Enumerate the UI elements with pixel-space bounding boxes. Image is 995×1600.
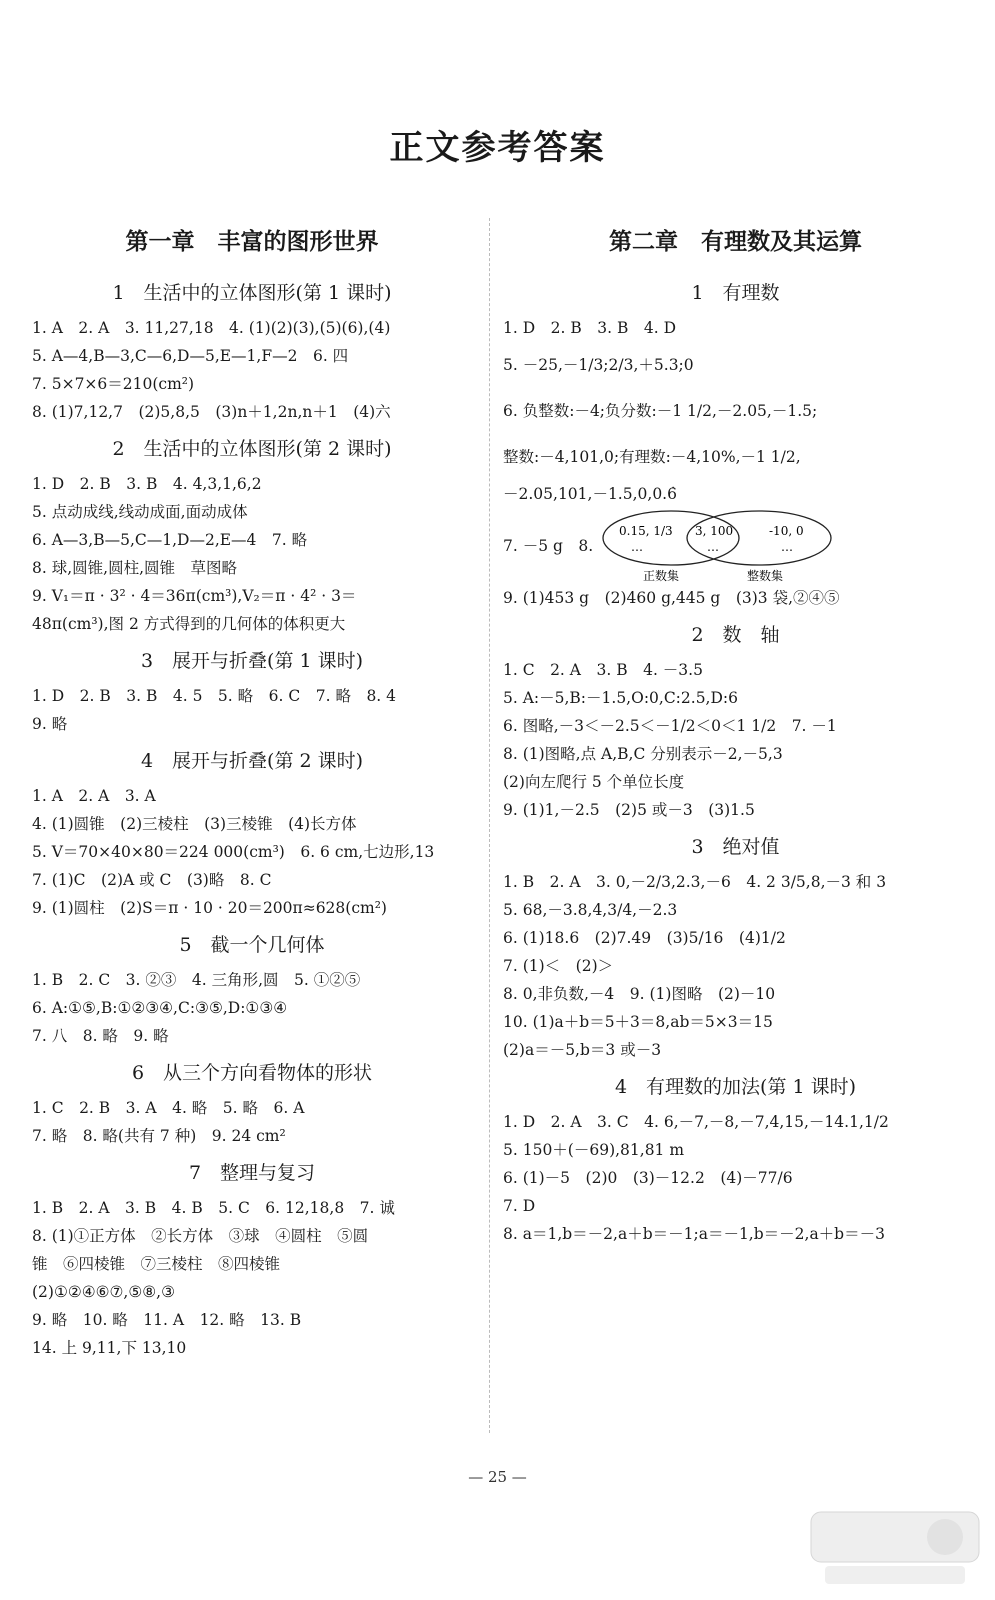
section-heading: 2 数 轴 [691, 624, 780, 646]
answer-line: (2)a＝－5,b＝3 或－3 [503, 1041, 662, 1059]
answer-line: 锥 ⑥四棱锥 ⑦三棱柱 ⑧四棱锥 [32, 1255, 281, 1273]
answer-line: 1. C 2. A 3. B 4. －3.5 [503, 661, 703, 679]
answer-line: (2)向左爬行 5 个单位长度 [503, 773, 685, 791]
section-heading: 3 展开与折叠(第 1 课时) [140, 650, 364, 672]
section-heading: 5 截一个几何体 [179, 934, 325, 956]
answer-line: 1. B 2. A 3. B 4. B 5. C 6. 12,18,8 7. 诚 [32, 1199, 395, 1217]
right-column [503, 222, 968, 1248]
answer-line: －2.05,101,－1.5,0,0.6̇ [503, 485, 677, 503]
positive-set-ellipse [603, 511, 739, 565]
venn-left-ellipsis: … [631, 540, 643, 554]
venn-answer-row [503, 508, 968, 584]
section-heading: 6 从三个方向看物体的形状 [131, 1062, 373, 1084]
answer-line: 1. D 2. B 3. B 4. D [503, 319, 676, 337]
venn-label-integer: 整数集 [747, 569, 784, 583]
answer-line: 8. 0,非负数,－4 9. (1)图略 (2)－10 [503, 985, 776, 1003]
answer-line: 7. 5×7×6＝210(cm²) [32, 375, 195, 393]
chapter-heading: 第二章 有理数及其运算 [609, 228, 862, 255]
watermark-logo-icon [805, 1506, 985, 1590]
answer-line: 7. (1)＜ (2)＞ [503, 957, 614, 975]
section-heading: 2 生活中的立体图形(第 2 课时) [112, 438, 392, 460]
venn-label-positive: 正数集 [643, 569, 680, 583]
answer-line: 5. 150＋(－69),81,81 m [503, 1141, 685, 1159]
answer-line: 8. a＝1,b＝－2,a＋b＝－1;a＝－1,b＝－2,a＋b＝－3 [503, 1225, 885, 1243]
answer-line: 6. A—3,B—5,C—1,D—2,E—4 7. 略 [32, 531, 308, 549]
answer-line: 10. (1)a＋b＝5＋3＝8,ab＝5×3＝15 [503, 1013, 773, 1031]
answer-line: 8. (1)7,12,7 (2)5,8,5 (3)n＋1,2n,n＋1 (4)六 [32, 403, 391, 421]
left-column [32, 222, 472, 1362]
answer-line: 1. B 2. A 3. 0,－2/3,2.3,－6 4. 2 3/5,8,－3 和 3 [503, 873, 887, 891]
section-heading: 1 有理数 [691, 282, 780, 304]
answer-line: 1. D 2. B 3. B 4. 5 5. 略 6. C 7. 略 8. 4 [32, 687, 397, 705]
answer-line: 48π(cm³),图 2 方式得到的几何体的体积更大 [32, 615, 346, 633]
page-number: — 25 — [468, 1468, 527, 1486]
answer-line: 6. 负整数:－4;负分数:－1 1/2,－2.05,－1.5; [503, 402, 818, 420]
venn-mid-ellipsis: … [707, 540, 719, 554]
answer-line: 8. (1)图略,点 A,B,C 分别表示－2,－5,3 [503, 745, 783, 763]
answer-line: 9. (1)453 g (2)460 g,445 g (3)3 袋,②④⑤ [503, 589, 840, 607]
answer-line: 5. 点动成线,线动成面,面动成体 [32, 503, 248, 521]
chapter-heading: 第一章 丰富的图形世界 [125, 228, 379, 255]
answer-line: 9. V₁＝π · 3² · 4＝36π(cm³),V₂＝π · 4² · 3＝ [32, 587, 357, 605]
section-heading: 1 生活中的立体图形(第 1 课时) [112, 282, 392, 304]
venn-left-text: 0.15, 1/3 [619, 524, 673, 538]
section-heading: 4 展开与折叠(第 2 课时) [140, 750, 364, 772]
column-divider [489, 218, 490, 1433]
answer-line: 5. A—4,B—3,C—6,D—5,E—1,F—2 6. 四 [32, 347, 349, 365]
answer-line: 5. A:－5,B:－1.5,O:0,C:2.5,D:6 [503, 689, 738, 707]
answer-line: 14. 上 9,11,下 13,10 [32, 1339, 187, 1357]
answer-line: 1. A 2. A 3. 11,27,18 4. (1)(2)(3),(5)(6),(4) [32, 319, 391, 337]
section-heading: 7 整理与复习 [188, 1162, 316, 1184]
answer-line: 5. 68,－3.8,4,3/4,－2.3 [503, 901, 678, 919]
answer-line: 1. B 2. C 3. ②③ 4. 三角形,圆 5. ①②⑤ [32, 971, 361, 989]
venn-right-text: -10, 0 [769, 524, 804, 538]
answer-line: 4. (1)圆锥 (2)三棱柱 (3)三棱锥 (4)长方体 [32, 815, 357, 833]
answer-line: 7. 略 8. 略(共有 7 种) 9. 24 cm² [32, 1127, 286, 1145]
answer-line: 7. D [503, 1197, 536, 1215]
answer-line: 7. 八 8. 略 9. 略 [32, 1027, 169, 1045]
answer-line: 9. 略 10. 略 11. A 12. 略 13. B [32, 1311, 302, 1329]
section-heading: 3 绝对值 [691, 836, 780, 858]
answer-line: (2)①②④⑥⑦,⑤⑧,③ [32, 1283, 175, 1301]
answer-line: 1. D 2. B 3. B 4. 4,3,1,6,2 [32, 475, 262, 493]
answer-line: 6. (1)－5 (2)0 (3)－12.2 (4)－77/6 [503, 1169, 793, 1187]
answer-line: 6. (1)18.6 (2)7.49 (3)5/16 (4)1/2 [503, 929, 786, 947]
venn-mid-text: 3, 100 [695, 524, 734, 538]
answer-line: 9. 略 [32, 715, 68, 733]
answer-line: 7. (1)C (2)A 或 C (3)略 8. C [32, 871, 272, 889]
answer-line: 1. D 2. A 3. C 4. 6,－7,－8,－7,4,15,－14.1,1/2 [503, 1113, 889, 1131]
venn-lead-text: 7. －5 g 8. [503, 537, 594, 555]
integer-set-ellipse [687, 511, 831, 565]
answer-line: 整数:－4,101,0;有理数:－4,10%,－1 1/2, [503, 448, 801, 466]
venn-diagram [599, 508, 849, 584]
answer-line: 8. (1)①正方体 ②长方体 ③球 ④圆柱 ⑤圆 [32, 1227, 369, 1245]
answer-line: 6. 图略,－3＜－2.5＜－1/2＜0＜1 1/2 7. －1 [503, 717, 837, 735]
answer-line: 9. (1)1,－2.5 (2)5 或－3 (3)1.5 [503, 801, 755, 819]
answer-line: 1. A 2. A 3. A [32, 787, 156, 805]
answer-line: 5. －25,－1/3;2/3,＋5.3;0 [503, 356, 694, 374]
answer-line: 5. V＝70×40×80＝224 000(cm³) 6. 6 cm,七边形,13 [32, 843, 435, 861]
answer-line: 1. C 2. B 3. A 4. 略 5. 略 6. A [32, 1099, 305, 1117]
section-heading: 4 有理数的加法(第 1 课时) [614, 1076, 857, 1098]
page-title: 正文参考答案 [389, 128, 606, 168]
answer-line: 9. (1)圆柱 (2)S＝π · 10 · 20＝200π≈628(cm²) [32, 899, 387, 917]
answer-line: 6. A:①⑤,B:①②③④,C:③⑤,D:①③④ [32, 999, 288, 1017]
answer-line: 8. 球,圆锥,圆柱,圆锥 草图略 [32, 559, 237, 577]
venn-right-ellipsis: … [781, 540, 793, 554]
